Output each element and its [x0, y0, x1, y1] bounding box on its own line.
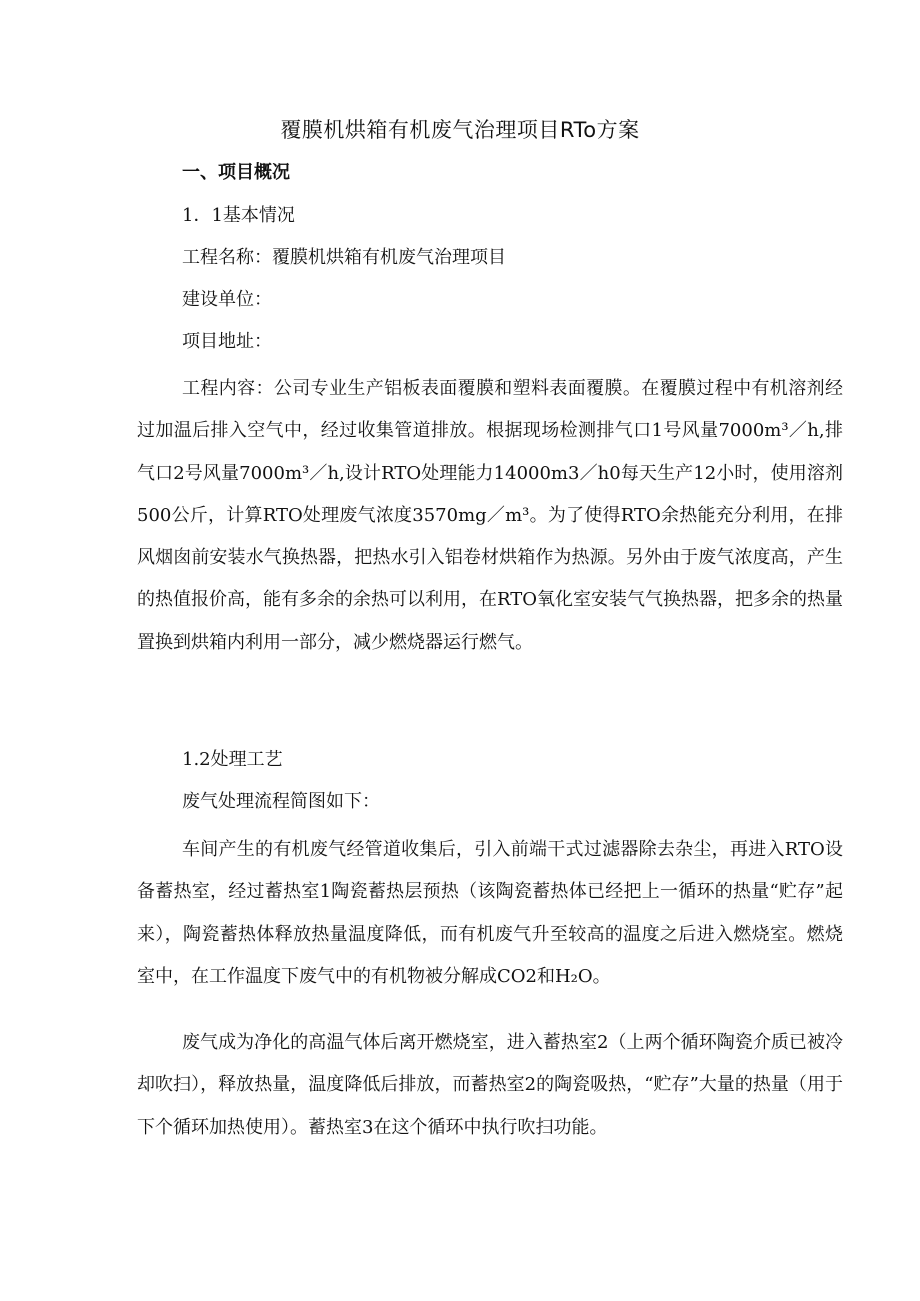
project-address-line: 项目地址：: [182, 331, 272, 352]
flow-intro-line: 废气处理流程简图如下：: [182, 791, 380, 812]
project-content-paragraph: 工程内容：公司专业生产铝板表面覆膜和塑料表面覆膜。在覆膜过程中有机溶剂经过加温后排入空气中，经过收集管道排放。根据现场检测排气口1号风量7000m³／h,排气口2号风量7000m³／h,设计RTO处理能力14000m3／h0每天生产12小时，使用溶剂500公斤，计算RTO处理废气浓度3570mg／m³。为了使得RTO余热能充分利用，在排风烟囱前安装水气换热器，把热水引入铝卷材烘箱作为热源。另外由于废气浓度高，产生的热值报价高，能有多余的余热可以利用，在RTO氧化室安装气气换热器，把多余的热量置换到烘箱内利用一部分，减少燃烧器运行燃气。: [137, 378, 843, 653]
process-paragraph-1: 车间产生的有机废气经管道收集后，引入前端干式过滤器除去杂尘，再进入RTO设备蓄热室，经过蓄热室1陶瓷蓄热层预热（该陶瓷蓄热体已经把上一循环的热量“贮存”起来），陶瓷蓄热体释放热量温度降低，而有机废气升至较高的温度之后进入燃烧室。燃烧室中，在工作温度下废气中的有机物被分解成CO2和H₂O。: [137, 839, 843, 987]
subsection-process: 1.2处理工艺: [182, 749, 283, 770]
document-title: 覆膜机烘箱有机废气治理项目RTo方案: [280, 118, 640, 142]
subsection-basic-info: 1．1基本情况: [182, 205, 295, 226]
construction-unit-line: 建设单位：: [182, 289, 272, 310]
project-name-line: 工程名称：覆膜机烘箱有机废气治理项目: [182, 247, 506, 268]
section-heading-project-overview: 一、项目概况: [182, 162, 290, 183]
process-paragraph-2: 废气成为净化的高温气体后离开燃烧室，进入蓄热室2（上两个循环陶瓷介质已被冷却吹扫），释放热量，温度降低后排放，而蓄热室2的陶瓷吸热，“贮存”大量的热量（用于下个循环加热使用）。蓄热室3在这个循环中执行吹扫功能。: [137, 1032, 843, 1138]
